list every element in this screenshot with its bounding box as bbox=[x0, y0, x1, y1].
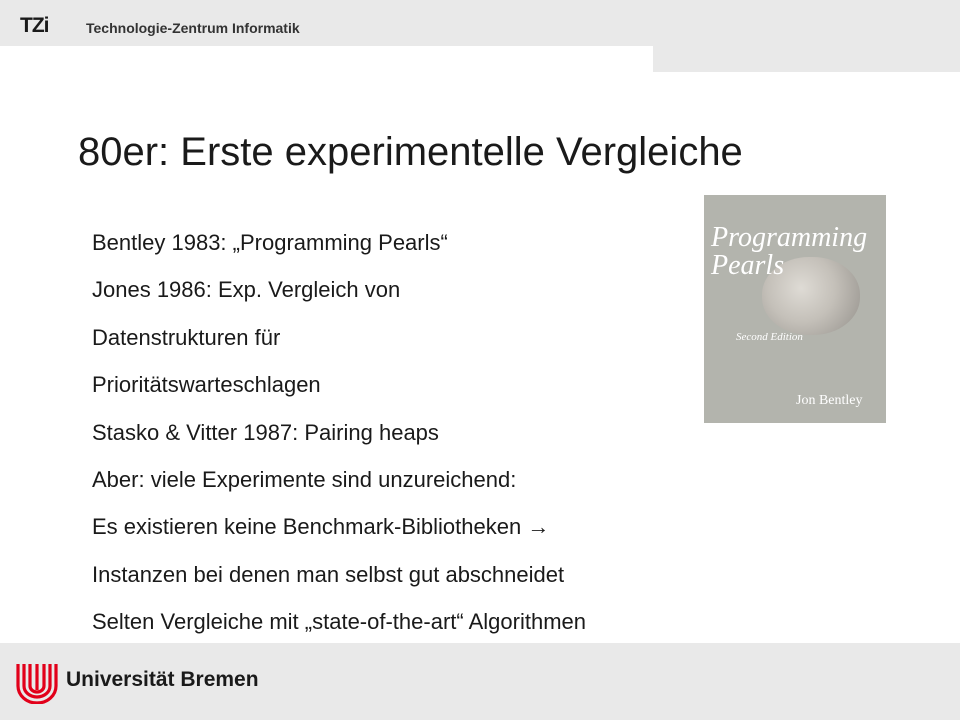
tzi-logo-text: TZi bbox=[20, 14, 49, 37]
book-author: Jon Bentley bbox=[796, 393, 863, 408]
book-title-line2: Pearls bbox=[711, 250, 785, 281]
list-item: Datenstrukturen für bbox=[92, 324, 281, 350]
tzi-logo bbox=[20, 14, 49, 36]
list-item: Jones 1986: Exp. Vergleich von bbox=[92, 277, 401, 303]
book-cover-image bbox=[704, 195, 886, 423]
list-item: Bentley 1983: „Programming Pearls“ bbox=[92, 230, 448, 255]
list-item: Instanzen bei denen man selbst gut abschneidet bbox=[92, 561, 565, 587]
list-item: Prioritätswarteschlagen bbox=[92, 372, 321, 398]
bullet-list bbox=[92, 219, 586, 646]
university-seal-icon bbox=[12, 660, 62, 704]
institute-name: Technologie-Zentrum Informatik bbox=[86, 20, 300, 36]
slide-title: 80er: Erste experimentelle Vergleiche bbox=[78, 130, 743, 174]
list-item: Es existieren keine Benchmark-Bibliotheken → bbox=[92, 514, 550, 540]
list-item: Selten Vergleiche mit „state-of-the-art“ Algorithmen bbox=[92, 609, 587, 635]
book-title-line1: Programming bbox=[711, 222, 868, 253]
book-edition: Second Edition bbox=[736, 331, 803, 343]
university-name: Universität Bremen bbox=[66, 668, 259, 691]
header-band-extension bbox=[653, 46, 960, 72]
list-item: Stasko & Vitter 1987: Pairing heaps bbox=[92, 419, 439, 445]
list-item: Aber: viele Experimente sind unzureichend: bbox=[92, 467, 517, 493]
